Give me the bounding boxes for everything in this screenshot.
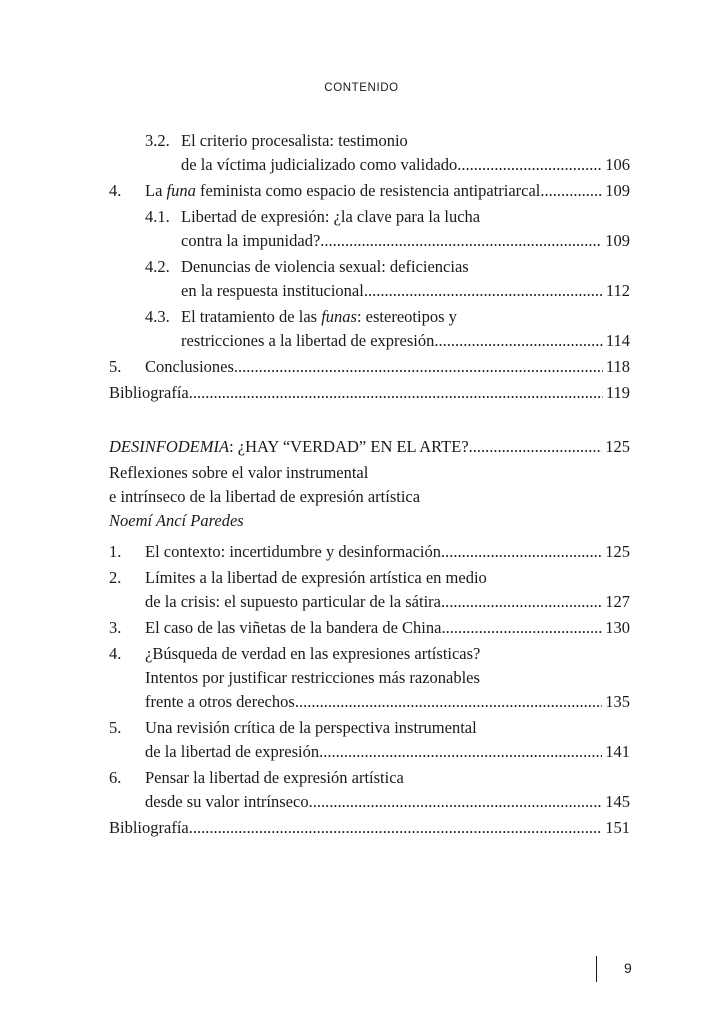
toc-entry <box>109 642 630 714</box>
section-subtitle: e intrínseco de la libertad de expresión artística <box>109 487 421 506</box>
toc-entry-line <box>109 716 630 740</box>
toc-entry-leader <box>145 355 630 379</box>
dot-leader <box>434 329 603 353</box>
toc-entry-leader <box>145 616 630 640</box>
toc-entry-title: de la libertad de expresión <box>145 742 320 761</box>
toc-entry-title: El tratamiento de las funas: estereotipos y <box>181 307 457 326</box>
toc-entry-line <box>109 790 630 814</box>
dot-leader <box>540 179 602 203</box>
toc-entry-page: 145 <box>605 792 630 811</box>
section-title-leader <box>109 435 630 459</box>
dot-leader <box>469 435 603 459</box>
toc-entry-line <box>109 690 630 714</box>
toc-entry-title: de la víctima judicializado como validado <box>181 155 458 174</box>
toc-entry-line <box>109 816 630 840</box>
toc-entry-page: 109 <box>605 181 630 200</box>
toc-entry-page: 125 <box>605 542 630 561</box>
toc-entry-number: 3. <box>109 618 122 637</box>
toc-entry <box>109 716 630 764</box>
toc-entry-number: 5. <box>109 718 122 737</box>
toc-entry-line <box>109 590 630 614</box>
dot-leader <box>441 616 602 640</box>
toc-entry-page: 130 <box>605 618 630 637</box>
toc-entry-number: 4. <box>109 181 122 200</box>
toc-entry-line <box>109 255 630 279</box>
toc-entry-line <box>109 666 630 690</box>
toc-entry-page: 119 <box>605 383 630 402</box>
page-number: 9 <box>624 960 632 976</box>
toc-entry-leader <box>109 381 630 405</box>
toc-entry <box>109 381 630 405</box>
toc-entry-title: frente a otros derechos <box>145 692 295 711</box>
toc-entry-line <box>109 355 630 379</box>
toc-entry-line <box>109 766 630 790</box>
toc-entry-title: Bibliografía <box>109 383 189 402</box>
dot-leader <box>319 740 602 764</box>
toc-entry <box>109 179 630 203</box>
toc-entry-title: El caso de las viñetas de la bandera de China <box>145 618 442 637</box>
toc-entry-title: Intentos por justificar restricciones más razonables <box>145 668 480 687</box>
toc-entry-line <box>109 153 630 177</box>
toc-entry-title: de la crisis: el supuesto particular de la sátira <box>145 592 441 611</box>
toc-entry-leader <box>145 540 630 564</box>
running-header: CONTENIDO <box>324 82 399 94</box>
toc-entry <box>109 816 630 840</box>
section-page-number: 125 <box>605 437 630 456</box>
toc-entry-leader <box>145 690 630 714</box>
dot-leader <box>364 279 603 303</box>
toc-entry-page: 106 <box>605 155 630 174</box>
toc-entry-page: 114 <box>605 331 630 350</box>
toc-entry-title: Denuncias de violencia sexual: deficiencias <box>181 257 469 276</box>
toc-entry-leader <box>181 329 630 353</box>
toc-entry-leader <box>181 279 630 303</box>
toc-entry-line <box>109 229 630 253</box>
toc-list-top <box>109 129 630 407</box>
toc-entry-title: Pensar la libertad de expresión artística <box>145 768 404 787</box>
toc-entry-line <box>109 129 630 153</box>
toc-entry-line <box>109 642 630 666</box>
toc-entry <box>109 255 630 303</box>
toc-entry-title: desde su valor intrínseco <box>145 792 309 811</box>
toc-entry <box>109 355 630 379</box>
toc-entry <box>109 129 630 177</box>
toc-entry-leader <box>145 179 630 203</box>
toc-entry-number: 6. <box>109 768 122 787</box>
section-subtitle: Reflexiones sobre el valor instrumental <box>109 463 369 482</box>
toc-entry-page: 141 <box>605 742 630 761</box>
toc-entry <box>109 305 630 353</box>
toc-entry <box>109 566 630 614</box>
toc-entry-title: en la respuesta institucional <box>181 281 364 300</box>
toc-entry-leader <box>181 153 630 177</box>
toc-entry-number: 2. <box>109 568 122 587</box>
toc-entry <box>109 205 630 253</box>
toc-entry-page: 135 <box>605 692 630 711</box>
toc-entry-title: Bibliografía <box>109 818 189 837</box>
toc-entry-line <box>109 329 630 353</box>
toc-entry-page: 151 <box>605 818 630 837</box>
dot-leader <box>309 790 603 814</box>
toc-entry-title: Conclusiones <box>145 357 234 376</box>
toc-entry-title: La funa feminista como espacio de resistencia antipatriarcal <box>145 181 541 200</box>
section-subtitle-line-2 <box>109 485 630 509</box>
section-title <box>109 435 469 459</box>
toc-entry-title: restricciones a la libertad de expresión <box>181 331 435 350</box>
toc-entry-leader <box>109 816 630 840</box>
toc-entry-title: El contexto: incertidumbre y desinformación <box>145 542 441 561</box>
dot-leader <box>189 816 603 840</box>
dot-leader <box>441 590 602 614</box>
section-title-rest: : ¿HAY “VERDAD” EN EL ARTE? <box>229 437 469 456</box>
toc-entry-number: 3.2. <box>145 131 170 150</box>
toc-entry-line <box>109 205 630 229</box>
dot-leader <box>295 690 602 714</box>
section-title-line <box>109 435 630 459</box>
toc-entry-title: Libertad de expresión: ¿la clave para la lucha <box>181 207 481 226</box>
section-author-line <box>109 509 630 533</box>
toc-entry-line <box>109 740 630 764</box>
toc-entry-number: 4. <box>109 644 122 663</box>
toc-entry-line <box>109 566 630 590</box>
toc-entry-leader <box>181 229 630 253</box>
toc-entry-line <box>109 179 630 203</box>
dot-leader <box>320 229 602 253</box>
dot-leader <box>441 540 602 564</box>
toc-entry-page: 118 <box>605 357 630 376</box>
section-author: Noemí Ancí Paredes <box>109 511 244 530</box>
toc-entry-leader <box>145 590 630 614</box>
section-subtitle-line-1 <box>109 461 630 485</box>
toc-entry-title: Una revisión crítica de la perspectiva instrumental <box>145 718 477 737</box>
toc-entry <box>109 540 630 564</box>
section-title-italic: DESINFODEMIA <box>109 437 230 456</box>
toc-entry-number: 4.2. <box>145 257 170 276</box>
toc-entry <box>109 616 630 640</box>
toc-list-bottom <box>109 540 630 842</box>
toc-entry-title: contra la impunidad? <box>181 231 321 250</box>
toc-section <box>109 435 630 533</box>
toc-entry-leader <box>145 740 630 764</box>
toc-entry <box>109 766 630 814</box>
toc-entry-title: Límites a la libertad de expresión artística en medio <box>145 568 487 587</box>
toc-entry-number: 1. <box>109 542 122 561</box>
toc-entry-line <box>109 540 630 564</box>
toc-entry-leader <box>145 790 630 814</box>
toc-entry-number: 5. <box>109 357 122 376</box>
toc-entry-title: ¿Búsqueda de verdad en las expresiones artísticas? <box>145 644 481 663</box>
toc-entry-line <box>109 616 630 640</box>
dot-leader <box>234 355 603 379</box>
toc-entry-page: 109 <box>605 231 630 250</box>
dot-leader <box>189 381 603 405</box>
toc-entry-line <box>109 381 630 405</box>
toc-entry-line <box>109 305 630 329</box>
toc-entry-number: 4.3. <box>145 307 170 326</box>
footer-rule <box>596 956 597 982</box>
toc-entry-line <box>109 279 630 303</box>
toc-entry-page: 127 <box>605 592 630 611</box>
dot-leader <box>457 153 602 177</box>
toc-entry-page: 112 <box>605 281 630 300</box>
toc-entry-number: 4.1. <box>145 207 170 226</box>
toc-entry-title: El criterio procesalista: testimonio <box>181 131 408 150</box>
